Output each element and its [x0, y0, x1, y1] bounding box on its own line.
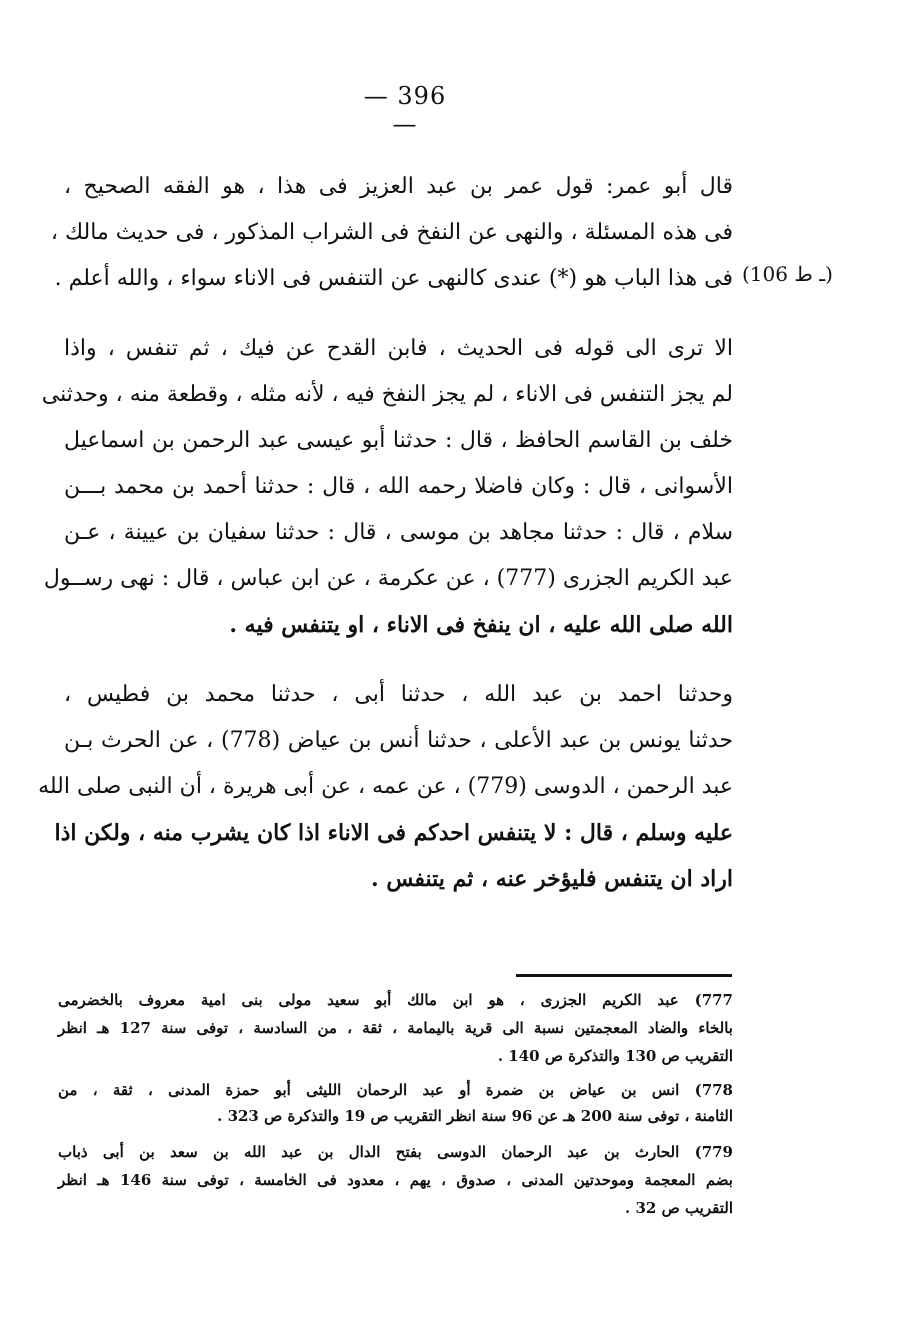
para1-line-2: فى هذه المسئلة ، والنهى عن النفخ فى الشراب المذكور ، فى حديث مالك ،	[50, 220, 733, 245]
footnote-779-line-2: بضم المعجمة وموحدتين المدنى ، صدوق ، يهم ، معدود فى الخامسة ، توفى سنة 146 هـ انظر	[58, 1171, 733, 1189]
para3-line-2: حدثنا يونس بن عبد الأعلى ، حدثنا أنس بن عياض (778) ، عن الحرث بـن	[64, 728, 733, 753]
para2-line-2: لم يجز التنفس فى الاناء ، لم يجز النفخ فيه ، لأنه مثله ، وقطعة منه ، وحدثنى	[41, 382, 733, 407]
para2-line-1: الا ترى الى قوله فى الحديث ، فابن القدح عن فيك ، ثم تنفس ، واذا	[64, 336, 733, 361]
para2-line-5: سلام ، قال : حدثنا مجاهد بن موسى ، قال : حدثنا سفيان بن عيينة ، عـن	[64, 520, 733, 545]
para2-line-6: عبد الكريم الجزرى (777) ، عن عكرمة ، عن ابن عباس ، قال : نهى رســول	[43, 566, 733, 591]
para1-line-3: فى هذا الباب هو (*) عندى كالنهى عن التنفس فى الاناء سواء ، والله أعلم .	[54, 266, 733, 291]
footnote-779-line-1: 779) الحارث بن عبد الرحمان الدوسى بفتح الدال بن عبد الله بن سعد بن أبى ذباب	[58, 1143, 733, 1161]
para3-line-4: عليه وسلم ، قال : لا يتنفس احدكم فى الاناء اذا كان يشرب منه ، ولكن اذا	[54, 820, 733, 846]
para1-line-1: قال أبو عمر: قول عمر بن عبد العزيز فى هذا ، هو الفقه الصحيح ،	[64, 174, 733, 199]
footnote-777-line-1: 777) عبد الكريم الجزرى ، هو ابن مالك أبو سعيد مولى بنى امية معروف بالخضرمى	[58, 991, 733, 1009]
page-number: — 396 —	[363, 82, 447, 138]
para3-line-1: وحدثنا احمد بن عبد الله ، حدثنا أبى ، حدثنا محمد بن فطيس ،	[64, 682, 733, 707]
para2-line-7: الله صلى الله عليه ، ان ينفخ فى الاناء ، او يتنفس فيه .	[229, 612, 733, 638]
footnote-separator	[516, 974, 732, 977]
footnote-778-line-2: الثامنة ، توفى سنة 200 هـ عن 96 سنة انظر التقريب ص 19 والتذكرة ص 323 .	[217, 1107, 733, 1125]
para2-line-3: خلف بن القاسم الحافظ ، قال : حدثنا أبو عيسى عبد الرحمن بن اسماعيل	[64, 428, 733, 453]
para3-line-3: عبد الرحمن ، الدوسى (779) ، عن عمه ، عن أبى هريرة ، أن النبى صلى الله	[38, 774, 733, 799]
footnote-777-line-2: بالخاء والضاد المعجمتين نسبة الى قرية باليمامة ، ثقة ، من السادسة ، توفى سنة 127 هـ انظر	[58, 1019, 733, 1037]
footnote-779-line-3: التقريب ص 32 .	[625, 1199, 733, 1217]
para2-line-4: الأسوانى ، قال : وكان فاضلا رحمه الله ، قال : حدثنا أحمد بن محمد بـــن	[64, 474, 733, 499]
footnote-777-line-3: التقريب ص 130 والتذكرة ص 140 .	[497, 1047, 733, 1065]
footnote-778-line-1: 778) انس بن عياض بن ضمرة أو عبد الرحمان الليثى أبو حمزة المدنى ، ثقة ، من	[58, 1081, 733, 1099]
side-note: (106 ـ ط)	[742, 262, 833, 286]
para3-line-5: اراد ان يتنفس فليؤخر عنه ، ثم يتنفس .	[371, 866, 733, 892]
